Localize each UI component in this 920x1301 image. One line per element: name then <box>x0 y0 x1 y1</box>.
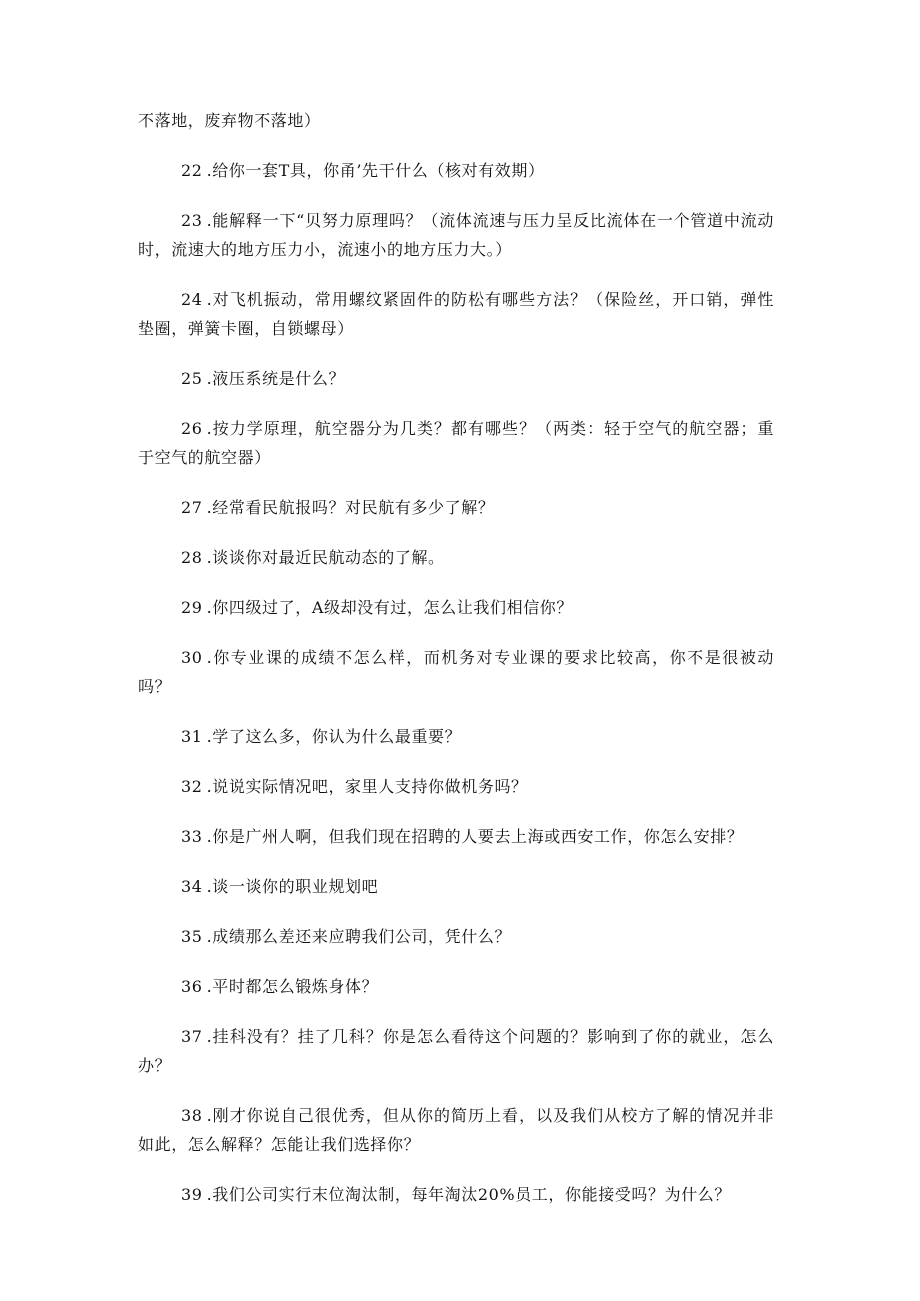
question-26 <box>138 414 774 472</box>
question-text: .谈一谈你的职业规划吧 <box>206 877 379 896</box>
question-text: .说说实际情况吧，家里人支持你做机务吗？ <box>206 777 528 796</box>
question-25 <box>138 364 774 393</box>
paragraph-continuation <box>138 106 774 135</box>
question-text: .经常看民航报吗？对民航有多少了解？ <box>206 498 495 517</box>
question-text: .按力学原理，航空器分为几类？都有哪些？（两类：轻于空气的航空器；重于空气的航空器） <box>138 419 774 467</box>
question-number: 32 <box>181 777 203 796</box>
question-31 <box>138 722 774 751</box>
question-32 <box>138 772 774 801</box>
question-24 <box>138 285 774 343</box>
question-30 <box>138 643 774 701</box>
question-text: .液压系统是什么？ <box>206 369 346 388</box>
question-number: 34 <box>181 877 203 896</box>
question-number: 23 <box>181 211 203 230</box>
question-34 <box>138 872 774 901</box>
question-33 <box>138 822 774 851</box>
question-text: .给你一套T具，你甬’先干什么（核对有效期） <box>206 161 545 180</box>
question-text: .平时都怎么锻炼身体？ <box>206 977 379 996</box>
question-39 <box>138 1180 774 1209</box>
question-number: 37 <box>181 1027 203 1046</box>
question-text: .谈谈你对最近民航动态的了解。 <box>206 548 445 567</box>
question-text: .你四级过了，A级却没有过，怎么让我们相信你？ <box>206 598 574 617</box>
question-text: .成绩那么差还来应聘我们公司，凭什么？ <box>206 927 512 946</box>
question-number: 26 <box>181 419 203 438</box>
question-text: .你专业课的成绩不怎么样，而机务对专业课的要求比较高，你不是很被动吗？ <box>138 648 774 696</box>
question-text: .对飞机振动，常用螺纹紧固件的防松有哪些方法？（保险丝，开口销，弹性垫圈，弹簧卡圈，自锁螺母） <box>138 290 774 338</box>
question-number: 31 <box>181 727 203 746</box>
question-text: .刚才你说自己很优秀，但从你的简历上看，以及我们从校方了解的情况并非如此，怎么解释？怎能让我们选择你？ <box>138 1106 774 1154</box>
question-36 <box>138 972 774 1001</box>
question-number: 39 <box>181 1185 203 1204</box>
question-text: .学了这么多，你认为什么最重要？ <box>206 727 462 746</box>
question-text: .挂科没有？挂了几科？你是怎么看待这个问题的？影响到了你的就业，怎么办？ <box>138 1027 774 1075</box>
question-35 <box>138 922 774 951</box>
question-number: 38 <box>181 1106 203 1125</box>
question-number: 25 <box>181 369 203 388</box>
question-number: 29 <box>181 598 203 617</box>
question-number: 36 <box>181 977 203 996</box>
question-number: 28 <box>181 548 203 567</box>
question-text: .我们公司实行末位淘汰制，每年淘汰20%员工，你能接受吗？为什么？ <box>206 1185 732 1204</box>
question-number: 35 <box>181 927 203 946</box>
document-body <box>138 106 774 1230</box>
question-number: 22 <box>181 161 203 180</box>
question-23 <box>138 206 774 264</box>
question-number: 27 <box>181 498 203 517</box>
paragraph-text: 不落地，废弃物不落地） <box>138 111 321 130</box>
question-number: 30 <box>181 648 203 667</box>
question-38 <box>138 1101 774 1159</box>
question-22 <box>138 156 774 185</box>
question-text: .你是广州人啊，但我们现在招聘的人要去上海或西安工作，你怎么安排？ <box>206 827 744 846</box>
question-27 <box>138 493 774 522</box>
question-text: .能解释一下“贝努力原理吗？（流体流速与压力呈反比流体在一个管道中流动时，流速大的地方压力小，流速小的地方压力大。） <box>138 211 774 259</box>
question-37 <box>138 1022 774 1080</box>
question-28 <box>138 543 774 572</box>
question-number: 24 <box>181 290 203 309</box>
question-29 <box>138 593 774 622</box>
question-number: 33 <box>181 827 203 846</box>
